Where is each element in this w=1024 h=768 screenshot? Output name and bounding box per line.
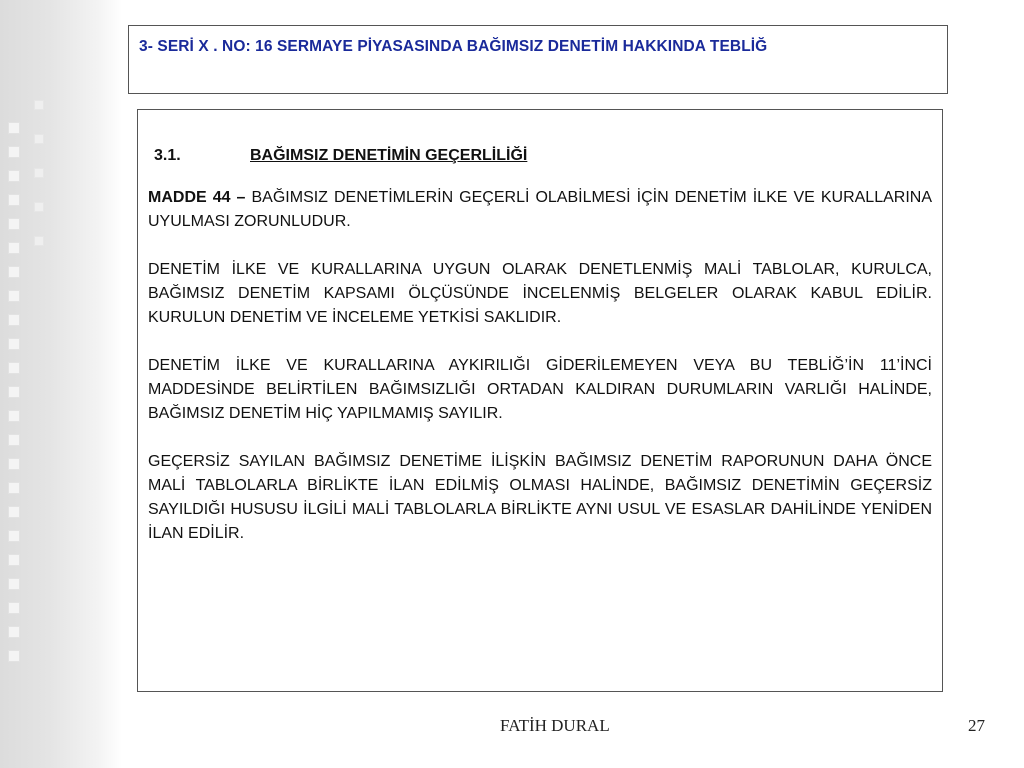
paragraph-1-text: BAĞIMSIZ DENETİMLERİN GEÇERLİ OLABİLMESİ İÇİN DENETİM İLKE VE KURALLARINA UYULMASI ZORUNLUDUR.	[148, 189, 932, 230]
decorative-square	[34, 202, 44, 212]
slide-title: 3- SERİ X . NO: 16 SERMAYE PİYASASINDA BAĞIMSIZ DENETİM HAKKINDA TEBLİĞ	[139, 38, 768, 55]
decorative-square	[8, 194, 20, 206]
decorative-square	[8, 650, 20, 662]
paragraph-2: DENETİM İLKE VE KURALLARINA UYGUN OLARAK DENETLENMİŞ MALİ TABLOLAR, KURULCA, BAĞIMSIZ DENETİM KAPSAMI ÖLÇÜSÜNDE İNCELENMİŞ BELGELER OLARAK KABUL EDİLİR. KURULUN DENETİM VE İNCELEME YETKİSİ SAKLIDIR.	[148, 261, 932, 326]
decorative-square	[8, 434, 20, 446]
decorative-square	[8, 530, 20, 542]
decorative-square	[8, 578, 20, 590]
decorative-square	[8, 290, 20, 302]
decorative-square	[8, 602, 20, 614]
decorative-square	[8, 338, 20, 350]
decorative-square	[8, 314, 20, 326]
decorative-square	[8, 410, 20, 422]
decorative-side-band	[0, 0, 122, 768]
page-number: 27	[968, 716, 985, 735]
content-box	[137, 109, 943, 692]
section-heading	[154, 144, 932, 168]
decorative-square	[8, 122, 20, 134]
decorative-square	[34, 134, 44, 144]
decorative-square	[8, 146, 20, 158]
content-body	[148, 144, 932, 570]
decorative-square	[8, 266, 20, 278]
article-label: MADDE 44 –	[148, 189, 246, 206]
decorative-square	[8, 458, 20, 470]
decorative-square	[8, 482, 20, 494]
paragraph-3: DENETİM İLKE VE KURALLARINA AYKIRILIĞI GİDERİLEMEYEN VEYA BU TEBLİĞ’İN 11’İNCİ MADDESİNDE BELİRTİLEN BAĞIMSIZLIĞI ORTADAN KALDIRAN DURUMLARIN VARLIĞI HALİNDE, BAĞIMSIZ DENETİM HİÇ YAPILMAMIŞ SAYILIR.	[148, 357, 932, 422]
decorative-square	[8, 626, 20, 638]
section-number: 3.1.	[154, 147, 181, 164]
decorative-square	[8, 170, 20, 182]
decorative-square	[8, 506, 20, 518]
decorative-square	[34, 168, 44, 178]
paragraph-4: GEÇERSİZ SAYILAN BAĞIMSIZ DENETİME İLİŞKİN BAĞIMSIZ DENETİM RAPORUNUN DAHA ÖNCE MALİ TABLOLARLA BİRLİKTE İLAN EDİLMİŞ OLMASI HALİNDE, BAĞIMSIZ DENETİMİN GEÇERSİZ SAYILDIĞI HUSUSU İLGİLİ MALİ TABLOLARLA BİRLİKTE AYNI USUL VE ESASLAR DAHİLİNDE YENİDEN İLAN EDİLİR.	[148, 453, 932, 542]
decorative-square	[8, 386, 20, 398]
decorative-square	[34, 100, 44, 110]
decorative-square	[8, 362, 20, 374]
footer-author: FATİH DURAL	[500, 716, 610, 735]
decorative-square	[8, 554, 20, 566]
title-box	[128, 25, 948, 94]
paragraph-article-44	[148, 186, 932, 234]
decorative-square	[8, 218, 20, 230]
section-title: BAĞIMSIZ DENETİMİN GEÇERLİLİĞİ	[250, 147, 528, 164]
decorative-square	[8, 242, 20, 254]
decorative-square	[34, 236, 44, 246]
